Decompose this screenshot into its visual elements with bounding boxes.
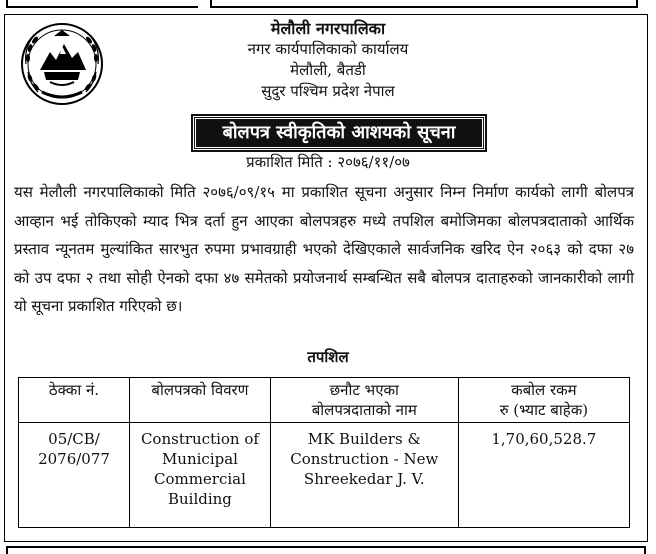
header-bidder-line1: छनौट भएका xyxy=(329,381,399,399)
cell-amount xyxy=(458,423,629,528)
header-contract-no xyxy=(19,378,130,423)
notice-header xyxy=(0,18,656,102)
previous-notice-border-right xyxy=(210,0,638,8)
bidder-line3: Shreekedar J. V. xyxy=(303,470,425,488)
header-amount-line2: रु (भ्याट बाहेक) xyxy=(499,401,589,419)
table-header-row xyxy=(19,378,630,423)
office-name: नगर कार्यपालिकाको कार्यालय xyxy=(247,40,409,58)
notice-title: बोलपत्र स्वीकृतिको आशयको सूचना xyxy=(193,116,485,150)
header-description-label: बोलपत्रको विवरण xyxy=(151,381,249,399)
cell-description xyxy=(130,423,271,528)
description-line3: Commercial xyxy=(153,470,246,488)
next-notice-border xyxy=(6,546,646,554)
header-description xyxy=(130,378,271,423)
contract-no-line1: 05/CB/ xyxy=(48,430,100,448)
header-bidder xyxy=(270,378,458,423)
province-name: सुदुर पश्चिम प्रदेश नेपाल xyxy=(261,82,395,100)
amount-value: 1,70,60,528.7 xyxy=(491,430,597,448)
bid-details-table xyxy=(18,377,630,528)
description-line4: Building xyxy=(167,490,232,508)
notice-body: यस मेलौली नगरपालिकाको मिति २०७६/०९/१५ मा प्रकाशित सूचना अनुसार निम्न निर्माण कार्यको लागी बोलपत्र आव्हान भई तोकिएको म्याद भित्र दर्ता हुन आएका बोलपत्रहरु मध्ये तपशिल बमोजिमका बोलपत्रदाताको आर्थिक प्रस्ताव न्यूनतम मुल्यांकित सारभुत रुपमा प्रभावग्राही भएको देखिएकाले सार्वजनिक खरिद ऐन २०६३ को दफा २७ को उप दफा २ तथा सोही ऐनको दफा ४७ समेतको प्रयोजनार्थ सम्बन्धित सबै बोलपत्र दाताहरुको जानकारीको लागी यो सूचना प्रकाशित गरिएको छ। xyxy=(14,183,634,315)
header-amount-line1: कबोल रकम xyxy=(511,381,577,399)
cell-bidder xyxy=(270,423,458,528)
bidder-line2: Construction - New xyxy=(290,450,439,468)
description-line2: Municipal xyxy=(161,450,238,468)
header-amount xyxy=(458,378,629,423)
table-row xyxy=(19,423,630,528)
previous-notice-border-left xyxy=(6,0,198,8)
details-heading: तपशिल xyxy=(307,348,349,366)
contract-no-line2: 2076/077 xyxy=(38,450,110,468)
header-contract-no-label: ठेक्का नं. xyxy=(48,381,100,399)
bidder-line1: MK Builders & xyxy=(307,430,421,448)
cell-contract-no xyxy=(19,423,130,528)
header-bidder-line2: बोलपत्रदाताको नाम xyxy=(311,401,417,419)
office-location: मेलौली, बैतडी xyxy=(290,61,366,79)
published-date: प्रकाशित मिति : २०७६/११/०७ xyxy=(246,153,410,171)
description-line1: Construction of xyxy=(140,430,259,448)
municipality-name: मेलौली नगरपालिका xyxy=(270,19,386,38)
